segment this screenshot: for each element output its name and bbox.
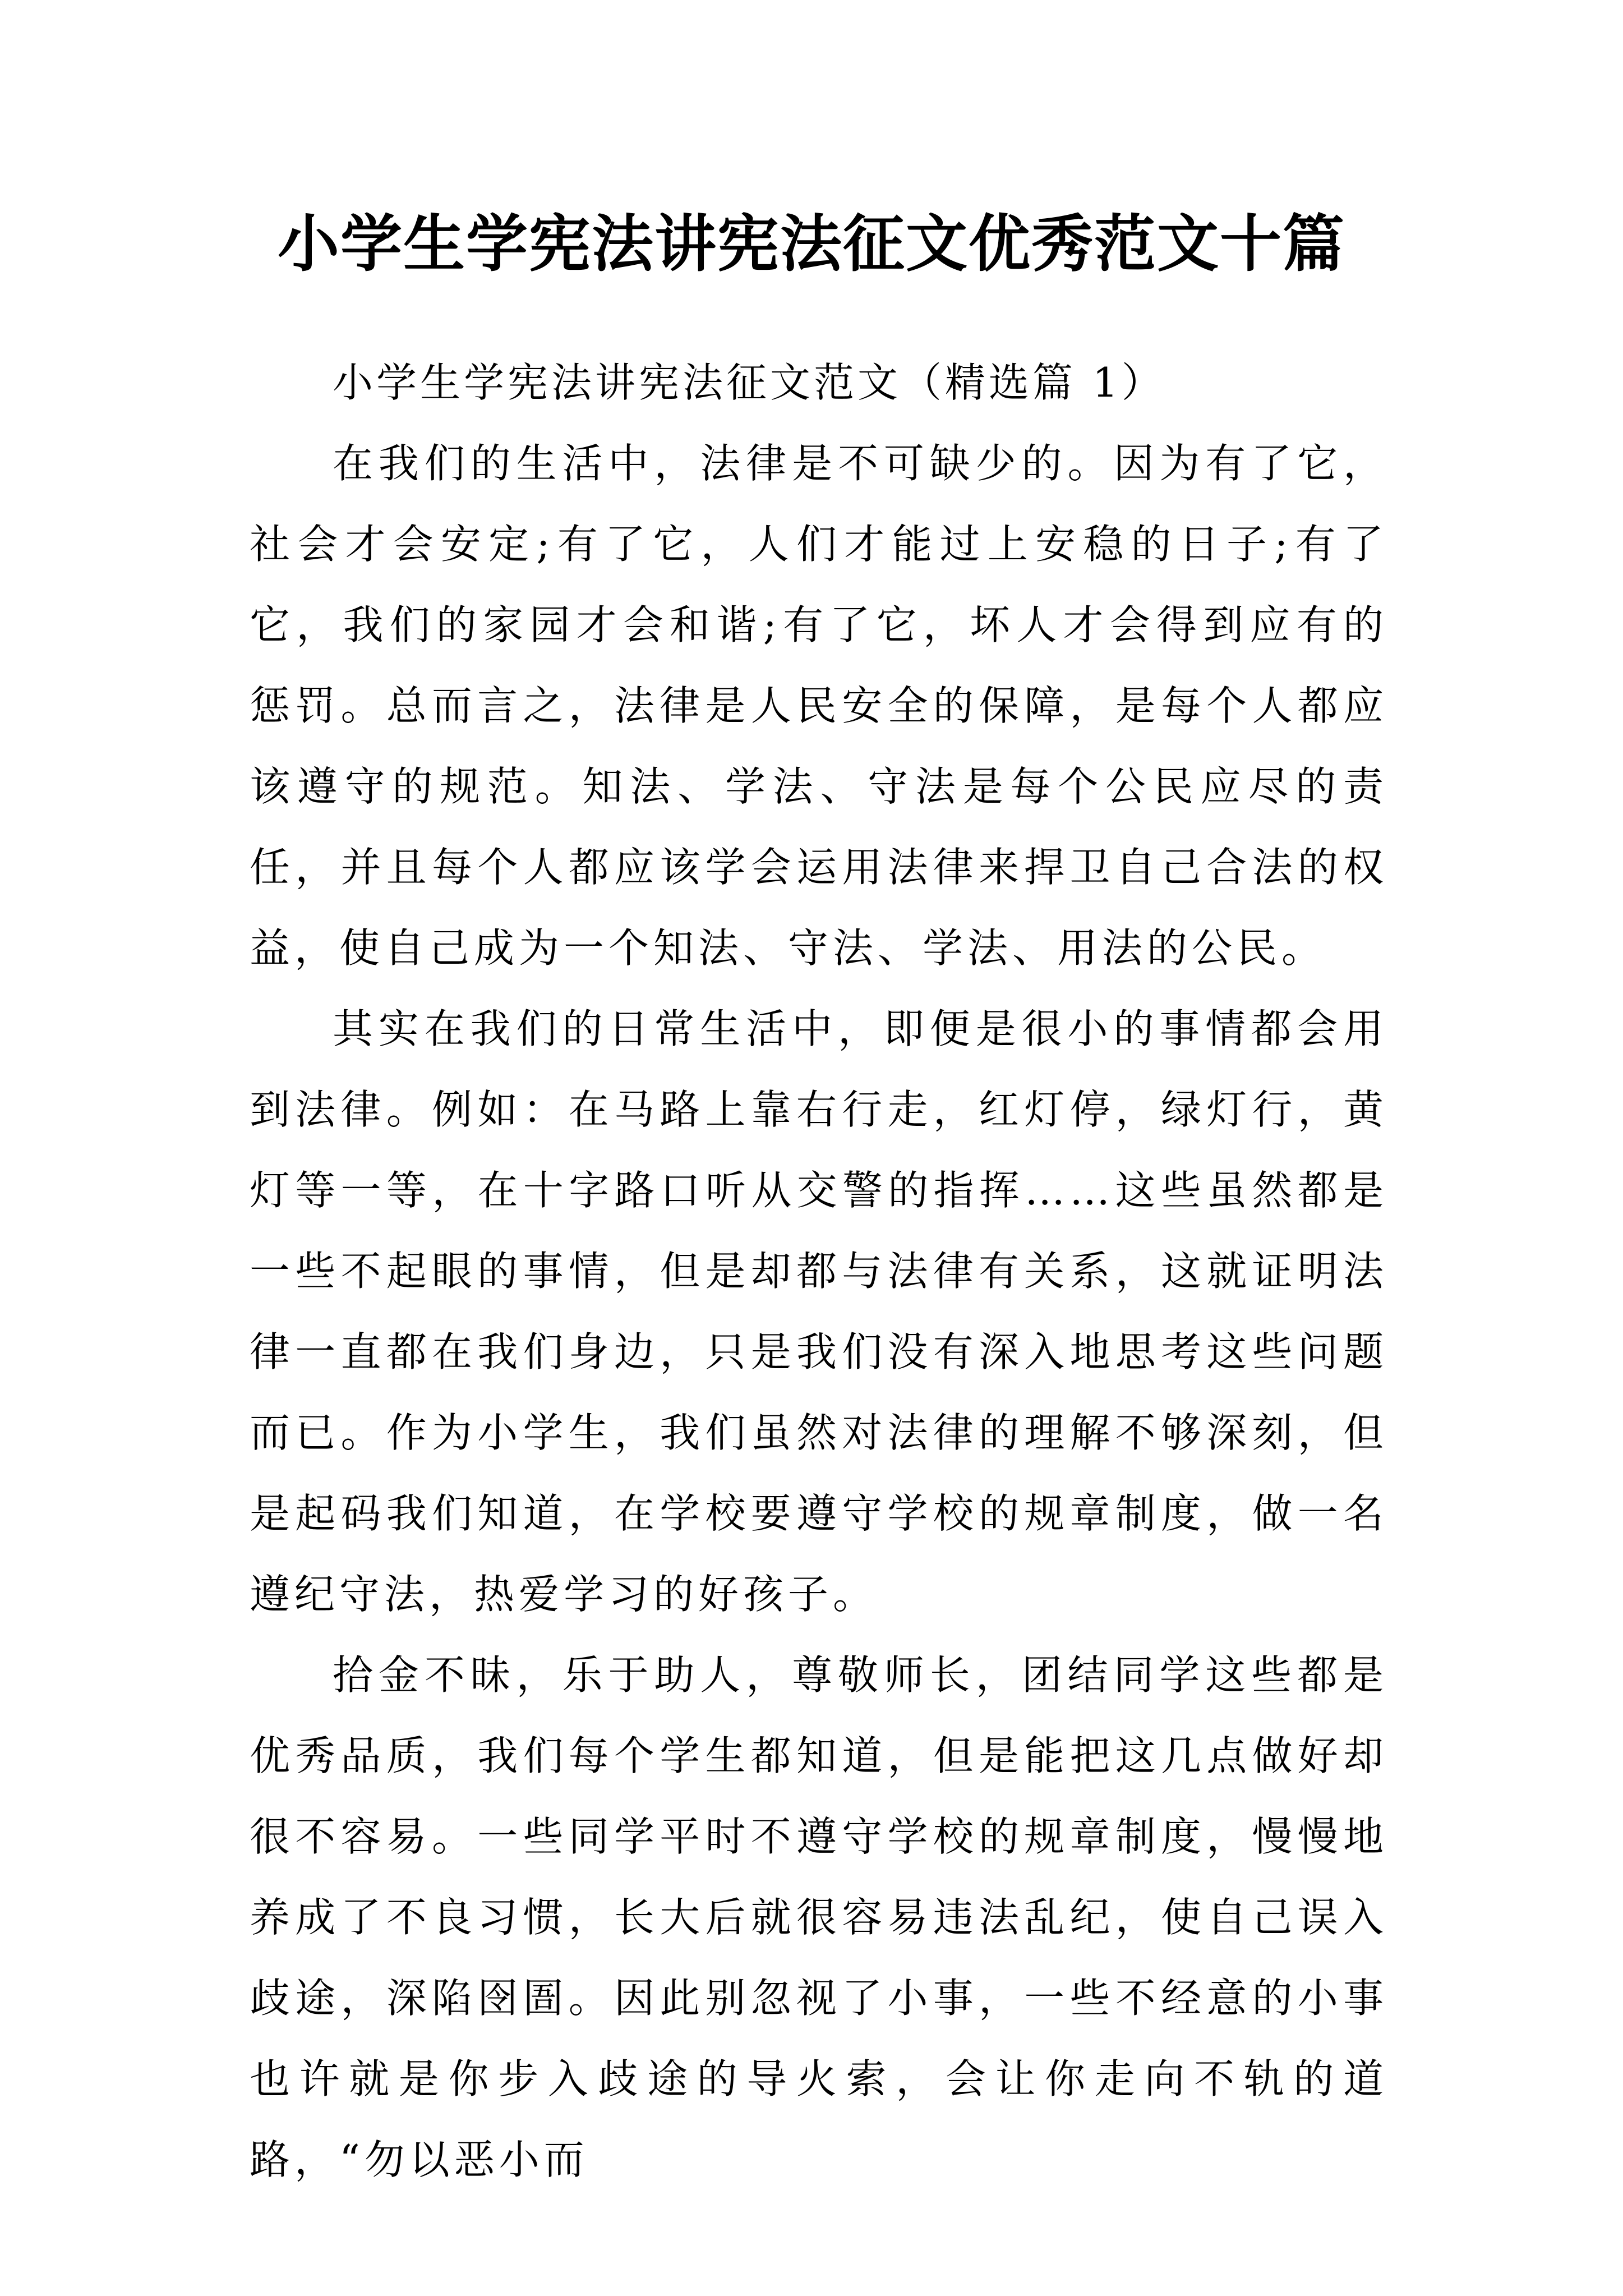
document-body <box>250 342 1388 2200</box>
paragraph-2: 其实在我们的日常生活中，即便是很小的事情都会用到法律。例如：在马路上靠右行走，红灯停，绿灯行，黄灯等一等，在十字路口听从交警的指挥……这些虽然都是一些不起眼的事情，但是却都与法律有关系，这就证明法律一直都在我们身边，只是我们没有深入地思考这些问题而已。作为小学生，我们虽然对法律的理解不够深刻，但是起码我们知道，在学校要遵守学校的规章制度，做一名遵纪守法，热爱学习的好孩子。 <box>250 1005 1388 1618</box>
section-heading: 小学生学宪法讲宪法征文范文（精选篇 1） <box>333 359 1165 406</box>
document-title: 小学生学宪法讲宪法征文优秀范文十篇 <box>278 208 1345 280</box>
paragraph-3: 拾金不昧，乐于助人，尊敬师长，团结同学这些都是优秀品质，我们每个学生都知道，但是能把这几点做好却很不容易。一些同学平时不遵守学校的规章制度，慢慢地养成了不良习惯，长大后就很容易违法乱纪，使自己误入歧途，深陷囹圄。因此别忽视了小事，一些不经意的小事也许就是你步入歧途的导火索，会让你走向不轨的道路，“勿以恶小而 <box>250 1651 1388 2183</box>
paragraph-1: 在我们的生活中，法律是不可缺少的。因为有了它，社会才会安定;有了它，人们才能过上安稳的日子;有了它，我们的家园才会和谐;有了它，坏人才会得到应有的惩罚。总而言之，法律是人民安全的保障，是每个人都应该遵守的规范。知法、学法、守法是每个公民应尽的责任，并且每个人都应该学会运用法律来捍卫自己合法的权益，使自己成为一个知法、守法、学法、用法的公民。 <box>250 440 1388 972</box>
